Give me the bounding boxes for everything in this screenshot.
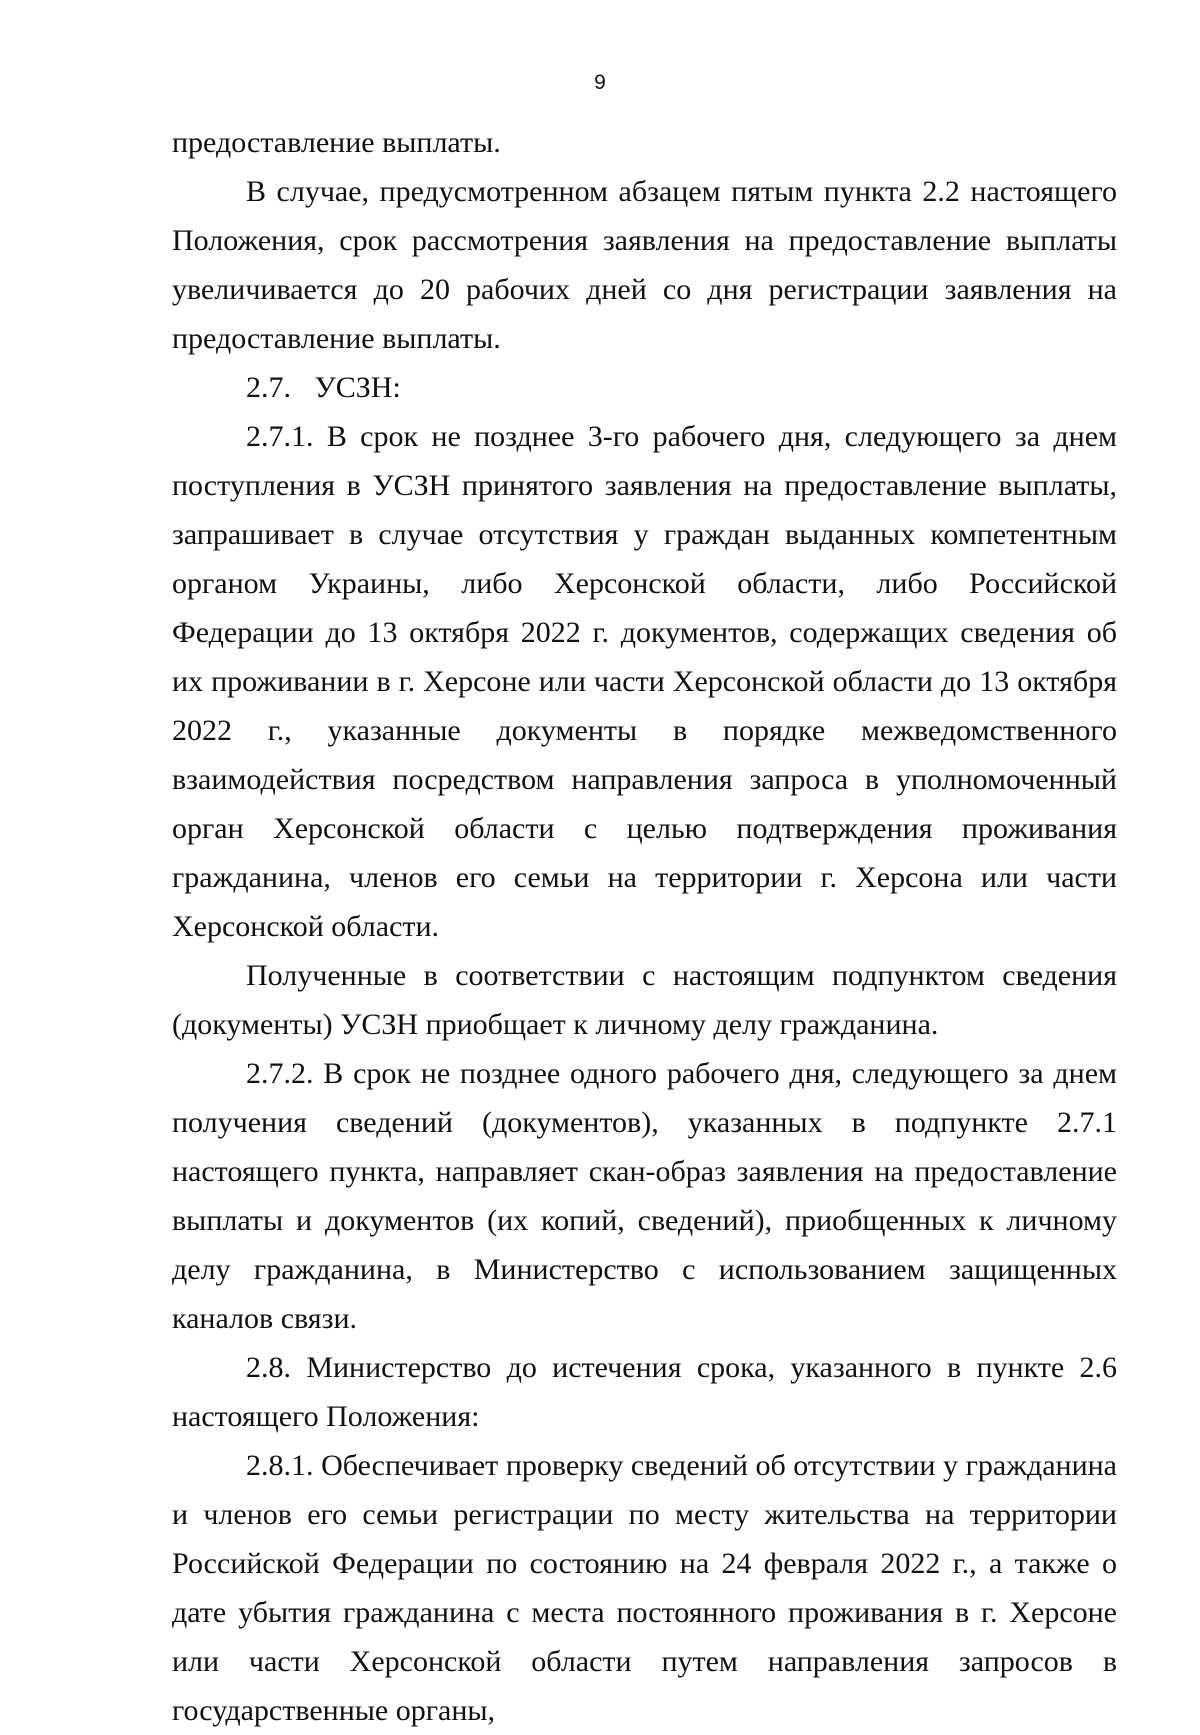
paragraph-continuation: предоставление выплаты.	[172, 126, 501, 159]
paragraph-2-8-1: 2.8.1. Обеспечивает проверку сведений об отсутствии у гражданина и членов его семьи регистрации по месту жительства на территории Российской Федерации по состоянию на 24 февраля 2022 г., а также о дате убытия гражданина с места постоянного проживания в г. Херсоне или части Херсонской области путем направления запросов в государственные органы,	[172, 1449, 1117, 1727]
paragraph-received-documents: Полученные в соответствии с настоящим подпунктом сведения (документы) УСЗН приобщает к личному делу гражданина.	[172, 959, 1117, 1041]
paragraph-2-8: 2.8. Министерство до истечения срока, указанного в пункте 2.6 настоящего Положения:	[172, 1351, 1117, 1433]
section-2-7-heading: 2.7. УСЗН:	[246, 371, 401, 404]
paragraph-review-term: В случае, предусмотренном абзацем пятым пункта 2.2 настоящего Положения, срок рассмотрения заявления на предоставление выплаты увеличивается до 20 рабочих дней со дня регистрации заявления на предоставление выплаты.	[172, 175, 1117, 355]
paragraph-2-7-1: 2.7.1. В срок не позднее 3-го рабочего дня, следующего за днем поступления в УСЗН принятого заявления на предоставление выплаты, запрашивает в случае отсутствия у граждан выданных компетентным органом Украины, либо Херсонской области, либо Российской Федерации до 13 октября 2022 г. документов, содержащих сведения об их проживании в г. Херсоне или части Херсонской области до 13 октября 2022 г., указанные документы в порядке межведомственного взаимодействия посредством направления запроса в уполномоченный орган Херсонской области с целью подтверждения проживания гражданина, членов его семьи на территории г. Херсона или части Херсонской области.	[172, 420, 1117, 943]
page-number: 9	[594, 71, 606, 94]
paragraph-2-7-2: 2.7.2. В срок не позднее одного рабочего дня, следующего за днем получения сведений (документов), указанных в подпункте 2.7.1 настоящего пункта, направляет скан-образ заявления на предоставление выплаты и документов (их копий, сведений), приобщенных к личному делу гражданина, в Министерство с использованием защищенных каналов связи.	[172, 1057, 1117, 1335]
document-body	[172, 118, 1117, 1735]
